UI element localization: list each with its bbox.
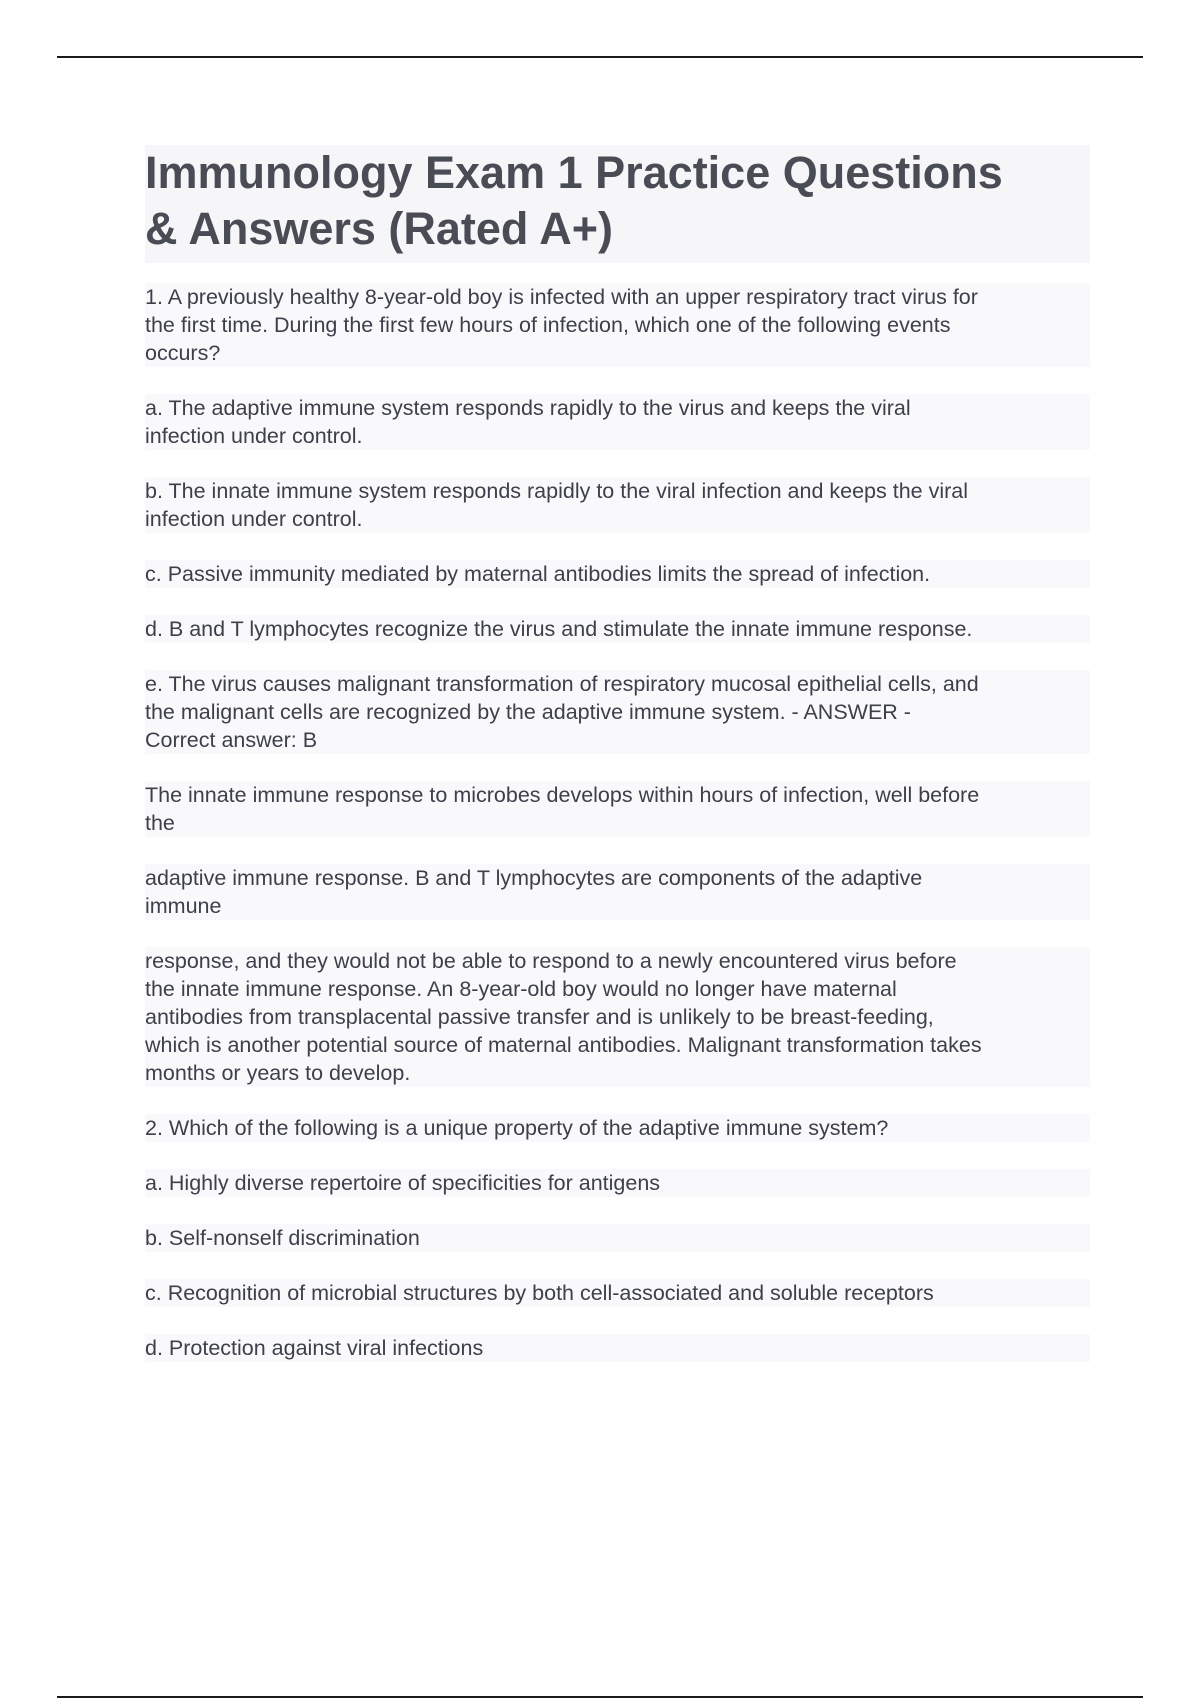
paragraph-line: the first time. During the first few hours of infection, which one of the following events — [145, 313, 951, 337]
paragraph-line: a. Highly diverse repertoire of specificities for antigens — [145, 1171, 661, 1195]
paragraph-line: a. The adaptive immune system responds rapidly to the virus and keeps the viral — [145, 396, 911, 420]
paragraph — [145, 781, 1090, 837]
paragraph-line: e. The virus causes malignant transformation of respiratory mucosal epithelial cells, and — [145, 672, 979, 696]
paragraph — [145, 947, 1090, 1087]
title-line-1: Immunology Exam 1 Practice Questions — [145, 147, 1003, 198]
paragraph — [145, 477, 1090, 533]
paragraph — [145, 283, 1090, 367]
paragraph-line: immune — [145, 894, 222, 918]
paragraph-line: d. Protection against viral infections — [145, 1336, 484, 1360]
paragraph — [145, 1114, 1090, 1142]
paragraph-line: 2. Which of the following is a unique property of the adaptive immune system? — [145, 1116, 889, 1140]
paragraph — [145, 864, 1090, 920]
paragraph — [145, 560, 1090, 588]
top-rule — [57, 56, 1143, 58]
paragraph-line: occurs? — [145, 341, 221, 365]
paragraph — [145, 1224, 1090, 1252]
paragraph — [145, 1169, 1090, 1197]
paragraph — [145, 670, 1090, 754]
paragraph-line: the innate immune response. An 8-year-old boy would no longer have maternal — [145, 977, 897, 1001]
paragraph-line: b. Self-nonself discrimination — [145, 1226, 420, 1250]
paragraph-line: d. B and T lymphocytes recognize the virus and stimulate the innate immune response. — [145, 617, 973, 641]
paragraph — [145, 394, 1090, 450]
paragraph-line: c. Passive immunity mediated by maternal antibodies limits the spread of infection. — [145, 562, 931, 586]
paragraph-list — [145, 283, 1090, 1362]
paragraph-line: response, and they would not be able to respond to a newly encountered virus before — [145, 949, 957, 973]
paragraph-line: infection under control. — [145, 507, 363, 531]
paragraph-line: The innate immune response to microbes develops within hours of infection, well before — [145, 783, 980, 807]
paragraph-line: Correct answer: B — [145, 728, 318, 752]
paragraph-line: months or years to develop. — [145, 1061, 411, 1085]
paragraph-line: adaptive immune response. B and T lymphocytes are components of the adaptive — [145, 866, 923, 890]
paragraph-line: c. Recognition of microbial structures by both cell-associated and soluble receptors — [145, 1281, 934, 1305]
paragraph — [145, 615, 1090, 643]
document-body — [145, 145, 1090, 1389]
paragraph-line: 1. A previously healthy 8-year-old boy is infected with an upper respiratory tract virus for — [145, 285, 978, 309]
paragraph-line: b. The innate immune system responds rapidly to the viral infection and keeps the viral — [145, 479, 969, 503]
title-line-2: & Answers (Rated A+) — [145, 203, 614, 254]
bottom-rule — [57, 1696, 1143, 1698]
paragraph-line: antibodies from transplacental passive transfer and is unlikely to be breast-feeding, — [145, 1005, 934, 1029]
paragraph-line: infection under control. — [145, 424, 363, 448]
paragraph-line: the — [145, 811, 175, 835]
paragraph-line: the malignant cells are recognized by the adaptive immune system. - ANSWER - — [145, 700, 911, 724]
paragraph — [145, 1334, 1090, 1362]
paragraph-line: which is another potential source of maternal antibodies. Malignant transformation takes — [145, 1033, 982, 1057]
document-title — [145, 145, 1090, 263]
paragraph — [145, 1279, 1090, 1307]
